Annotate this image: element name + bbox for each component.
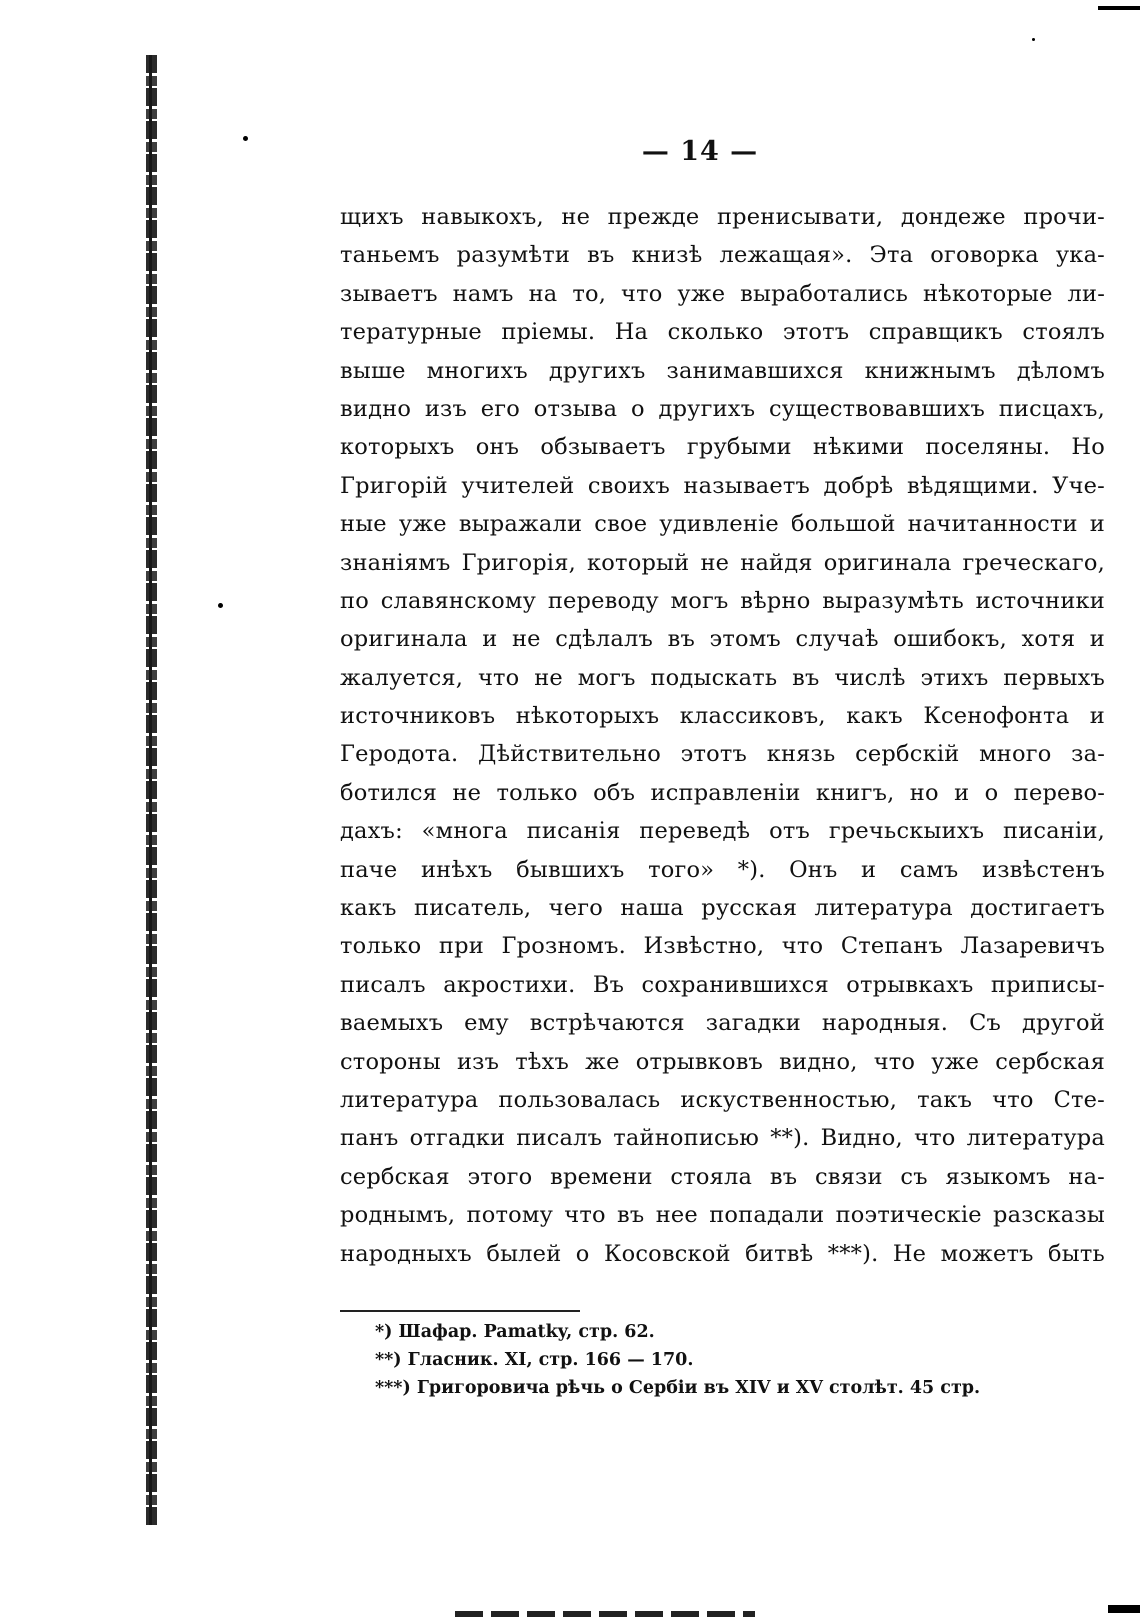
- text-line: знаніямъ Григорія, который не найдя оригинала греческаго,: [340, 549, 1105, 576]
- text-line: дахъ: «многа писанія переведѣ отъ гречьскыихъ писаніи,: [340, 818, 1105, 845]
- corner-mark-bottom: [1108, 1605, 1140, 1613]
- text-line: паче инѣхъ бывшихъ того» *). Онъ и самъ извѣстенъ: [340, 856, 1105, 883]
- text-line: по славянскому переводу могъ вѣрно выразумѣть источники: [340, 587, 1105, 614]
- text-line: литература пользовалась искуственностью, такъ что Сте-: [340, 1086, 1105, 1113]
- speck: [218, 603, 223, 608]
- text-line: зываетъ намъ на то, что уже выработались нѣкоторые ли-: [340, 280, 1105, 307]
- corner-mark-top: [1098, 6, 1140, 10]
- text-line: которыхъ онъ обзываетъ грубыми нѣкими поселяны. Но: [340, 434, 1105, 461]
- text-line: щихъ навыкохъ, не прежде пренисывати, дондеже прочи-: [340, 204, 1105, 230]
- text-line: источниковъ нѣкоторыхъ классиковъ, какъ Ксенофонта и: [340, 703, 1105, 730]
- text-line: писалъ акростихи. Въ сохранившихся отрывкахъ приписы-: [340, 971, 1105, 998]
- text-line: роднымъ, потому что въ нее попадали поэтическіе разсказы: [340, 1202, 1105, 1229]
- text-line: жалуется, что не могъ подыскать въ числѣ этихъ первыхъ: [340, 664, 1105, 691]
- text-line: Григорій учителей своихъ называетъ добрѣ вѣдящими. Уче-: [340, 472, 1105, 499]
- footnote-2: **) Гласник. XI, стр. 166 — 170.: [375, 1350, 694, 1370]
- text-line: оригинала и не сдѣлалъ въ этомъ случаѣ ошибокъ, хотя и: [340, 626, 1105, 653]
- text-line: ботился не только объ исправленіи книгъ, но и о перево-: [340, 779, 1105, 806]
- text-line: тературные пріемы. На сколько этотъ справщикъ стоялъ: [340, 319, 1105, 346]
- text-line: народныхъ былей о Косовской битвѣ ***). Не можетъ быть: [340, 1240, 1105, 1267]
- body-text: [340, 198, 1105, 1273]
- footnote-separator: [340, 1310, 580, 1312]
- text-line: видно изъ его отзыва о другихъ существовавшихъ писцахъ,: [340, 395, 1105, 422]
- page-edge-left: [146, 55, 157, 1525]
- text-line: ваемыхъ ему встрѣчаются загадки народныя. Съ другой: [340, 1010, 1105, 1037]
- bottom-edge-smudge: [455, 1611, 755, 1617]
- text-line: Геродота. Дѣйствительно этотъ князь сербскій много за-: [340, 741, 1105, 768]
- text-line: сербская этого времени стояла въ связи съ языкомъ на-: [340, 1163, 1105, 1190]
- text-line: ные уже выражали свое удивленіе большой начитанности и: [340, 511, 1105, 538]
- footnotes: [375, 1318, 1015, 1402]
- footnote-1: *) Шафар. Pamatky, стр. 62.: [375, 1322, 655, 1342]
- text-line: стороны изъ тѣхъ же отрывковъ видно, что уже сербская: [340, 1048, 1105, 1075]
- text-line: панъ отгадки писалъ тайнописью **). Видно, что литература: [340, 1125, 1105, 1152]
- page-number: — 14 —: [641, 136, 759, 167]
- text-line: только при Грозномъ. Извѣстно, что Степанъ Лазаревичъ: [340, 933, 1105, 960]
- footnote-3: ***) Григоровича рѣчь о Сербіи въ XIV и XV столѣт. 45 стр.: [375, 1378, 981, 1398]
- speck: [1032, 38, 1035, 41]
- speck: [243, 136, 248, 141]
- text-line: таньемъ разумѣти въ книзѣ лежащая». Эта оговорка ука-: [340, 242, 1105, 269]
- text-line: выше многихъ другихъ занимавшихся книжнымъ дѣломъ: [340, 357, 1105, 384]
- text-line: какъ писатель, чего наша русская литература достигаетъ: [340, 895, 1105, 922]
